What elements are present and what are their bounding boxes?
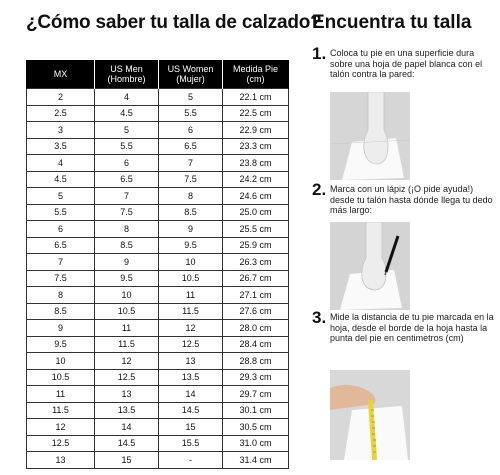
us-men-size-cell: 7 bbox=[95, 188, 159, 205]
step-2-text: Marca con un lápiz (¡O pide ayuda!) desde tu talón hasta dónde llega tu dedo más largo: bbox=[330, 184, 493, 216]
us-women-size-cell: 11.5 bbox=[159, 303, 223, 320]
mx-size-cell: 10.5 bbox=[27, 369, 95, 386]
us-men-size-cell: 4 bbox=[95, 89, 159, 106]
mx-size-cell: 5.5 bbox=[27, 204, 95, 221]
mx-size-cell: 12.5 bbox=[27, 435, 95, 452]
foot-length-cell: 25.0 cm bbox=[223, 204, 289, 221]
size-table-body bbox=[27, 89, 289, 469]
us-women-size-cell: 9.5 bbox=[159, 237, 223, 254]
foot-length-cell: 22.9 cm bbox=[223, 122, 289, 139]
us-men-size-cell: 14 bbox=[95, 419, 159, 436]
mx-size-cell: 11.5 bbox=[27, 402, 95, 419]
table-row bbox=[27, 237, 289, 254]
us-men-size-cell: 7.5 bbox=[95, 204, 159, 221]
mx-size-cell: 13 bbox=[27, 452, 95, 469]
header-mx: MX bbox=[27, 60, 95, 89]
us-men-size-cell: 9 bbox=[95, 254, 159, 271]
foot-length-cell: 24.6 cm bbox=[223, 188, 289, 205]
mx-size-cell: 11 bbox=[27, 386, 95, 403]
table-row bbox=[27, 369, 289, 386]
foot-length-cell: 23.3 cm bbox=[223, 138, 289, 155]
foot-length-cell: 28.0 cm bbox=[223, 320, 289, 337]
table-row bbox=[27, 204, 289, 221]
us-men-size-cell: 9.5 bbox=[95, 270, 159, 287]
mx-size-cell: 12 bbox=[27, 419, 95, 436]
us-men-size-cell: 13 bbox=[95, 386, 159, 403]
table-row bbox=[27, 287, 289, 304]
foot-length-cell: 25.9 cm bbox=[223, 237, 289, 254]
header-us-women: US Women (Mujer) bbox=[159, 60, 223, 89]
ruler-measuring-photo bbox=[330, 370, 410, 460]
foot-length-cell: 29.7 cm bbox=[223, 386, 289, 403]
mx-size-cell: 7 bbox=[27, 254, 95, 271]
table-row bbox=[27, 270, 289, 287]
table-row bbox=[27, 138, 289, 155]
table-row bbox=[27, 353, 289, 370]
table-row bbox=[27, 419, 289, 436]
us-men-size-cell: 8 bbox=[95, 221, 159, 238]
mx-size-cell: 3 bbox=[27, 122, 95, 139]
us-men-size-cell: 5 bbox=[95, 122, 159, 139]
foot-length-cell: 30.5 cm bbox=[223, 419, 289, 436]
mx-size-cell: 8.5 bbox=[27, 303, 95, 320]
mx-size-cell: 6 bbox=[27, 221, 95, 238]
table-row bbox=[27, 435, 289, 452]
us-women-size-cell: 14 bbox=[159, 386, 223, 403]
table-row bbox=[27, 254, 289, 271]
table-row bbox=[27, 221, 289, 238]
header-foot-length: Medida Pie (cm) bbox=[223, 60, 289, 89]
foot-length-cell: 26.7 cm bbox=[223, 270, 289, 287]
us-men-size-cell: 6 bbox=[95, 155, 159, 172]
table-row bbox=[27, 320, 289, 337]
table-row bbox=[27, 171, 289, 188]
foot-on-paper-photo bbox=[330, 92, 410, 180]
table-row bbox=[27, 386, 289, 403]
table-row bbox=[27, 452, 289, 469]
foot-on-paper-illustration bbox=[330, 92, 410, 180]
foot-length-cell: 28.4 cm bbox=[223, 336, 289, 353]
find-size-title: Encuentra tu talla bbox=[312, 12, 472, 33]
us-men-size-cell: 8.5 bbox=[95, 237, 159, 254]
foot-length-cell: 24.2 cm bbox=[223, 171, 289, 188]
us-women-size-cell: 5 bbox=[159, 89, 223, 106]
us-men-size-cell: 10 bbox=[95, 287, 159, 304]
mx-size-cell: 9.5 bbox=[27, 336, 95, 353]
foot-length-cell: 25.5 cm bbox=[223, 221, 289, 238]
foot-length-cell: 28.8 cm bbox=[223, 353, 289, 370]
table-row bbox=[27, 155, 289, 172]
size-guide-title: ¿Cómo saber tu talla de calzado? bbox=[26, 12, 322, 33]
foot-length-cell: 30.1 cm bbox=[223, 402, 289, 419]
mx-size-cell: 6.5 bbox=[27, 237, 95, 254]
mx-size-cell: 7.5 bbox=[27, 270, 95, 287]
us-women-size-cell: - bbox=[159, 452, 223, 469]
mx-size-cell: 4.5 bbox=[27, 171, 95, 188]
us-men-size-cell: 12.5 bbox=[95, 369, 159, 386]
table-row bbox=[27, 188, 289, 205]
foot-length-cell: 23.8 cm bbox=[223, 155, 289, 172]
us-women-size-cell: 13.5 bbox=[159, 369, 223, 386]
table-row bbox=[27, 122, 289, 139]
us-women-size-cell: 10.5 bbox=[159, 270, 223, 287]
foot-length-cell: 31.4 cm bbox=[223, 452, 289, 469]
step-3-number: 3. bbox=[312, 308, 327, 327]
mx-size-cell: 5 bbox=[27, 188, 95, 205]
step-3-text: Mide la distancia de tu pie marcada en la hoja, desde el borde de la hoja hasta la punta del pie en centimetros (cm) bbox=[330, 312, 494, 344]
mx-size-cell: 2 bbox=[27, 89, 95, 106]
us-women-size-cell: 5.5 bbox=[159, 105, 223, 122]
us-women-size-cell: 7 bbox=[159, 155, 223, 172]
us-women-size-cell: 15 bbox=[159, 419, 223, 436]
pencil-marking-photo bbox=[330, 222, 410, 310]
us-men-size-cell: 4.5 bbox=[95, 105, 159, 122]
us-women-size-cell: 7.5 bbox=[159, 171, 223, 188]
step-1-number: 1. bbox=[312, 44, 327, 63]
table-row bbox=[27, 303, 289, 320]
foot-length-cell: 26.3 cm bbox=[223, 254, 289, 271]
us-women-size-cell: 6 bbox=[159, 122, 223, 139]
foot-length-cell: 27.6 cm bbox=[223, 303, 289, 320]
foot-length-cell: 22.5 cm bbox=[223, 105, 289, 122]
mx-size-cell: 8 bbox=[27, 287, 95, 304]
size-table bbox=[26, 60, 289, 469]
us-women-size-cell: 14.5 bbox=[159, 402, 223, 419]
foot-length-cell: 22.1 cm bbox=[223, 89, 289, 106]
us-women-size-cell: 15.5 bbox=[159, 435, 223, 452]
pencil-marking-illustration bbox=[330, 222, 410, 310]
table-row bbox=[27, 89, 289, 106]
us-men-size-cell: 5.5 bbox=[95, 138, 159, 155]
mx-size-cell: 10 bbox=[27, 353, 95, 370]
mx-size-cell: 2.5 bbox=[27, 105, 95, 122]
foot-length-cell: 27.1 cm bbox=[223, 287, 289, 304]
us-men-size-cell: 6.5 bbox=[95, 171, 159, 188]
us-men-size-cell: 11.5 bbox=[95, 336, 159, 353]
us-men-size-cell: 14.5 bbox=[95, 435, 159, 452]
us-men-size-cell: 11 bbox=[95, 320, 159, 337]
us-men-size-cell: 15 bbox=[95, 452, 159, 469]
step-2-number: 2. bbox=[312, 180, 327, 199]
ruler-measuring-illustration bbox=[330, 370, 410, 460]
us-women-size-cell: 12 bbox=[159, 320, 223, 337]
us-men-size-cell: 10.5 bbox=[95, 303, 159, 320]
us-women-size-cell: 8 bbox=[159, 188, 223, 205]
table-row bbox=[27, 336, 289, 353]
us-women-size-cell: 8.5 bbox=[159, 204, 223, 221]
us-women-size-cell: 13 bbox=[159, 353, 223, 370]
us-men-size-cell: 12 bbox=[95, 353, 159, 370]
us-women-size-cell: 6.5 bbox=[159, 138, 223, 155]
size-table-header bbox=[27, 60, 289, 89]
foot-length-cell: 31.0 cm bbox=[223, 435, 289, 452]
us-women-size-cell: 12.5 bbox=[159, 336, 223, 353]
us-women-size-cell: 10 bbox=[159, 254, 223, 271]
table-row bbox=[27, 105, 289, 122]
us-men-size-cell: 13.5 bbox=[95, 402, 159, 419]
mx-size-cell: 9 bbox=[27, 320, 95, 337]
foot-length-cell: 29.3 cm bbox=[223, 369, 289, 386]
table-row bbox=[27, 402, 289, 419]
us-women-size-cell: 9 bbox=[159, 221, 223, 238]
header-us-men: US Men (Hombre) bbox=[95, 60, 159, 89]
step-1-text: Coloca tu pie en una superficie dura sobre una hoja de papel blanca con el talón contra la pared: bbox=[330, 48, 483, 80]
mx-size-cell: 4 bbox=[27, 155, 95, 172]
mx-size-cell: 3.5 bbox=[27, 138, 95, 155]
us-women-size-cell: 11 bbox=[159, 287, 223, 304]
